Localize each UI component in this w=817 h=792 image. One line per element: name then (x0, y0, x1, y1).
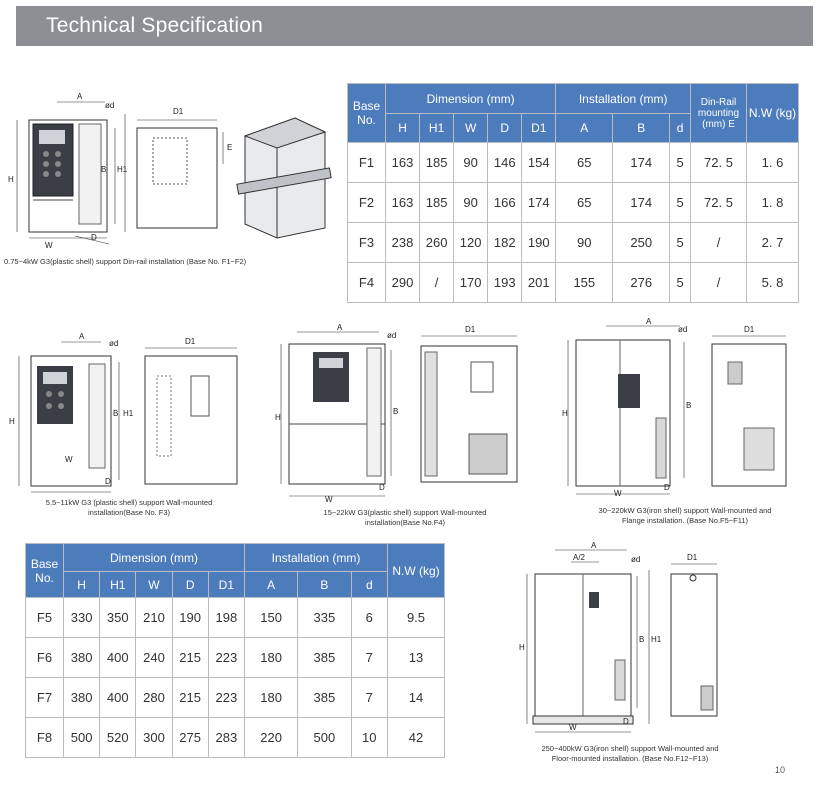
table-cell: 120 (454, 223, 488, 263)
table-cell: / (691, 263, 747, 303)
table-row (348, 263, 799, 303)
table-cell: 400 (100, 678, 136, 718)
drawing-f5-f11 (560, 318, 800, 508)
column-header-b: B (613, 114, 670, 143)
caption-f1-f2: 0.75~4kW G3(plastic shell) support Din-rail installation (Base No. F1~F2) (4, 257, 247, 266)
dim-depth-label: D (105, 477, 111, 486)
base-no-header: Base No. (348, 84, 386, 143)
base-no-cell: F5 (26, 598, 64, 638)
table-cell: 276 (613, 263, 670, 303)
caption-f3-line2: installation(Base No. F3) (87, 508, 171, 517)
table-cell: 155 (556, 263, 613, 303)
table-cell: 500 (298, 718, 351, 758)
caption-f5-line1: 30~220kW G3(iron shell) support Wall-mounted and (598, 506, 772, 515)
drawing-f4 (275, 323, 525, 506)
page-number: 10 (775, 765, 786, 775)
dim-w-label: W (65, 455, 73, 464)
caption-f3 (4, 498, 254, 518)
table-cell: 380 (64, 678, 100, 718)
column-header-a: A (244, 572, 297, 598)
table-row (348, 223, 799, 263)
dim-h1-label: H1 (117, 165, 128, 174)
table-cell: 185 (420, 143, 454, 183)
table-cell: 9.5 (388, 598, 445, 638)
table-cell: 500 (64, 718, 100, 758)
table-cell: 400 (100, 638, 136, 678)
table-cell: 180 (244, 638, 297, 678)
column-header-d: d (351, 572, 387, 598)
table-cell: 90 (556, 223, 613, 263)
dim-d1-label: D1 (744, 325, 755, 334)
table-cell: / (420, 263, 454, 303)
table-cell: 330 (64, 598, 100, 638)
dim-b-label: B (639, 635, 645, 644)
dim-w-label: W (325, 495, 333, 504)
table-cell: 2. 7 (747, 223, 799, 263)
dim-b-label: B (686, 401, 692, 410)
table-cell: 72. 5 (691, 183, 747, 223)
table-cell: 280 (136, 678, 172, 718)
title-bar (16, 6, 813, 46)
caption-f4 (285, 508, 525, 528)
table-cell: 198 (208, 598, 244, 638)
dim-a-label: A (646, 317, 652, 326)
table-cell: 5 (670, 223, 691, 263)
dim-h1-label: H1 (123, 409, 134, 418)
dim-d-label: ød (678, 325, 688, 334)
column-header-w: W (454, 114, 488, 143)
table-cell: 210 (136, 598, 172, 638)
table-cell: 13 (388, 638, 445, 678)
table-cell: 180 (244, 678, 297, 718)
column-header-d: d (670, 114, 691, 143)
dim-a-label: A (591, 541, 597, 550)
dim-h-label: H (562, 409, 568, 418)
table-cell: 65 (556, 183, 613, 223)
caption-f3-line1: 5.5~11kW G3 (plastic shell) support Wall-mounted (45, 498, 213, 507)
table-cell: 154 (522, 143, 556, 183)
table-cell: 220 (244, 718, 297, 758)
column-header-d: D (488, 114, 522, 143)
table-row (348, 183, 799, 223)
dim-h1-label: H1 (651, 635, 662, 644)
column-header-h: H (386, 114, 420, 143)
column-header-h: H (64, 572, 100, 598)
drawing-f3 (5, 332, 245, 496)
dim-depth-label: D (664, 483, 670, 492)
table-cell: 275 (172, 718, 208, 758)
dim-e-label: E (227, 143, 233, 152)
nw-header: N.W (kg) (747, 84, 799, 143)
table-row (348, 143, 799, 183)
table-row (26, 718, 445, 758)
base-no-cell: F7 (26, 678, 64, 718)
table-cell: 14 (388, 678, 445, 718)
table-cell: 283 (208, 718, 244, 758)
table-cell: 90 (454, 143, 488, 183)
spec-table-f1-f4 (347, 83, 799, 303)
column-header-w: W (136, 572, 172, 598)
table-cell: 215 (172, 638, 208, 678)
dim-w-label: W (569, 723, 577, 732)
table-cell: 146 (488, 143, 522, 183)
dim-a-label: A (79, 332, 85, 341)
installation-group-header: Installation (mm) (244, 544, 387, 572)
dim-depth-label: D (623, 717, 629, 726)
table-cell: 182 (488, 223, 522, 263)
dim-depth-label: D (379, 483, 385, 492)
caption-f12-line1: 250~400kW G3(iron shell) support Wall-mounted and (541, 744, 719, 753)
table-cell: 215 (172, 678, 208, 718)
table-cell: 190 (172, 598, 208, 638)
table-cell: 250 (613, 223, 670, 263)
table-cell: 90 (454, 183, 488, 223)
table-cell: 170 (454, 263, 488, 303)
table-cell: 350 (100, 598, 136, 638)
caption-f12-line2: Floor-mounted installation. (Base No.F12~F13) (551, 754, 709, 763)
base-no-cell: F3 (348, 223, 386, 263)
base-no-cell: F2 (348, 183, 386, 223)
table-cell: 335 (298, 598, 351, 638)
table-cell: 174 (613, 143, 670, 183)
dim-h-label: H (519, 643, 525, 652)
table-row (26, 598, 445, 638)
table-cell: 10 (351, 718, 387, 758)
dim-d1-label: D1 (185, 337, 196, 346)
table-cell: 5 (670, 263, 691, 303)
table-cell: 5 (670, 143, 691, 183)
base-no-cell: F8 (26, 718, 64, 758)
dim-d1-label: D1 (465, 325, 476, 334)
dimension-group-header: Dimension (mm) (386, 84, 556, 114)
drawing-f1-f2 (5, 88, 335, 253)
table-cell: 238 (386, 223, 420, 263)
dim-a-label: A (77, 92, 83, 101)
table-cell: 7 (351, 638, 387, 678)
drawing-f12-f13 (515, 540, 735, 738)
table-cell: 385 (298, 638, 351, 678)
table-cell: 7 (351, 678, 387, 718)
table-cell: 1. 6 (747, 143, 799, 183)
table-cell: 163 (386, 143, 420, 183)
base-no-header: Base No. (26, 544, 64, 598)
table-cell: 6 (351, 598, 387, 638)
spec-table-f5-f8 (25, 543, 445, 758)
base-no-cell: F6 (26, 638, 64, 678)
table-cell: 300 (136, 718, 172, 758)
table-cell: 290 (386, 263, 420, 303)
table-cell: 5. 8 (747, 263, 799, 303)
table-cell: 163 (386, 183, 420, 223)
table-cell: 240 (136, 638, 172, 678)
table-cell: 260 (420, 223, 454, 263)
table-cell: 223 (208, 678, 244, 718)
caption-f5-line2: Flange installation. (Base No.F5~F11) (622, 516, 748, 525)
dim-d-label: ød (387, 331, 397, 340)
table-cell: 42 (388, 718, 445, 758)
table-cell: 72. 5 (691, 143, 747, 183)
dim-d-label: ød (631, 555, 641, 564)
table-cell: 190 (522, 223, 556, 263)
dim-b-label: B (113, 409, 119, 418)
caption-f4-line1: 15~22kW G3(plastic shell) support Wall-mounted (323, 508, 487, 517)
dinrail-header: Din-Rail mounting (mm) E (691, 84, 747, 143)
table-cell: 193 (488, 263, 522, 303)
table-cell: / (691, 223, 747, 263)
caption-f12-f13 (510, 744, 750, 764)
dimension-group-header: Dimension (mm) (64, 544, 245, 572)
dim-d1-label: D1 (687, 553, 698, 562)
dim-a-half-label: A/2 (573, 553, 586, 562)
column-header-b: B (298, 572, 351, 598)
dim-b-label: B (393, 407, 399, 416)
dim-a-label: A (337, 323, 343, 332)
table-cell: 174 (522, 183, 556, 223)
dim-d-label: ød (105, 101, 115, 110)
dim-d1-label: D1 (173, 107, 184, 116)
column-header-d: D (172, 572, 208, 598)
column-header-a: A (556, 114, 613, 143)
dim-w-label: W (45, 241, 53, 250)
table-cell: 174 (613, 183, 670, 223)
installation-group-header: Installation (mm) (556, 84, 691, 114)
nw-header: N.W (kg) (388, 544, 445, 598)
table-cell: 150 (244, 598, 297, 638)
base-no-cell: F4 (348, 263, 386, 303)
table-cell: 201 (522, 263, 556, 303)
dim-h-label: H (275, 413, 281, 422)
page-title: Technical Specification (46, 14, 264, 37)
table-cell: 166 (488, 183, 522, 223)
table-cell: 65 (556, 143, 613, 183)
table-cell: 185 (420, 183, 454, 223)
table-cell: 1. 8 (747, 183, 799, 223)
table-cell: 223 (208, 638, 244, 678)
table-row (26, 638, 445, 678)
table-cell: 380 (64, 638, 100, 678)
table-row (26, 678, 445, 718)
dim-h-label: H (9, 417, 15, 426)
table-cell: 385 (298, 678, 351, 718)
caption-f5-f11 (565, 506, 805, 526)
dim-d-label: ød (109, 339, 119, 348)
dim-h-label: H (8, 175, 14, 184)
column-header-h1: H1 (100, 572, 136, 598)
dim-depth-label: D (91, 233, 97, 242)
caption-f4-line2: installation(Base No.F4) (364, 518, 446, 527)
table-cell: 520 (100, 718, 136, 758)
dim-w-label: W (614, 489, 622, 498)
table-cell: 5 (670, 183, 691, 223)
column-header-h1: H1 (420, 114, 454, 143)
dim-b-label: B (101, 165, 107, 174)
column-header-d1: D1 (208, 572, 244, 598)
column-header-d1: D1 (522, 114, 556, 143)
base-no-cell: F1 (348, 143, 386, 183)
